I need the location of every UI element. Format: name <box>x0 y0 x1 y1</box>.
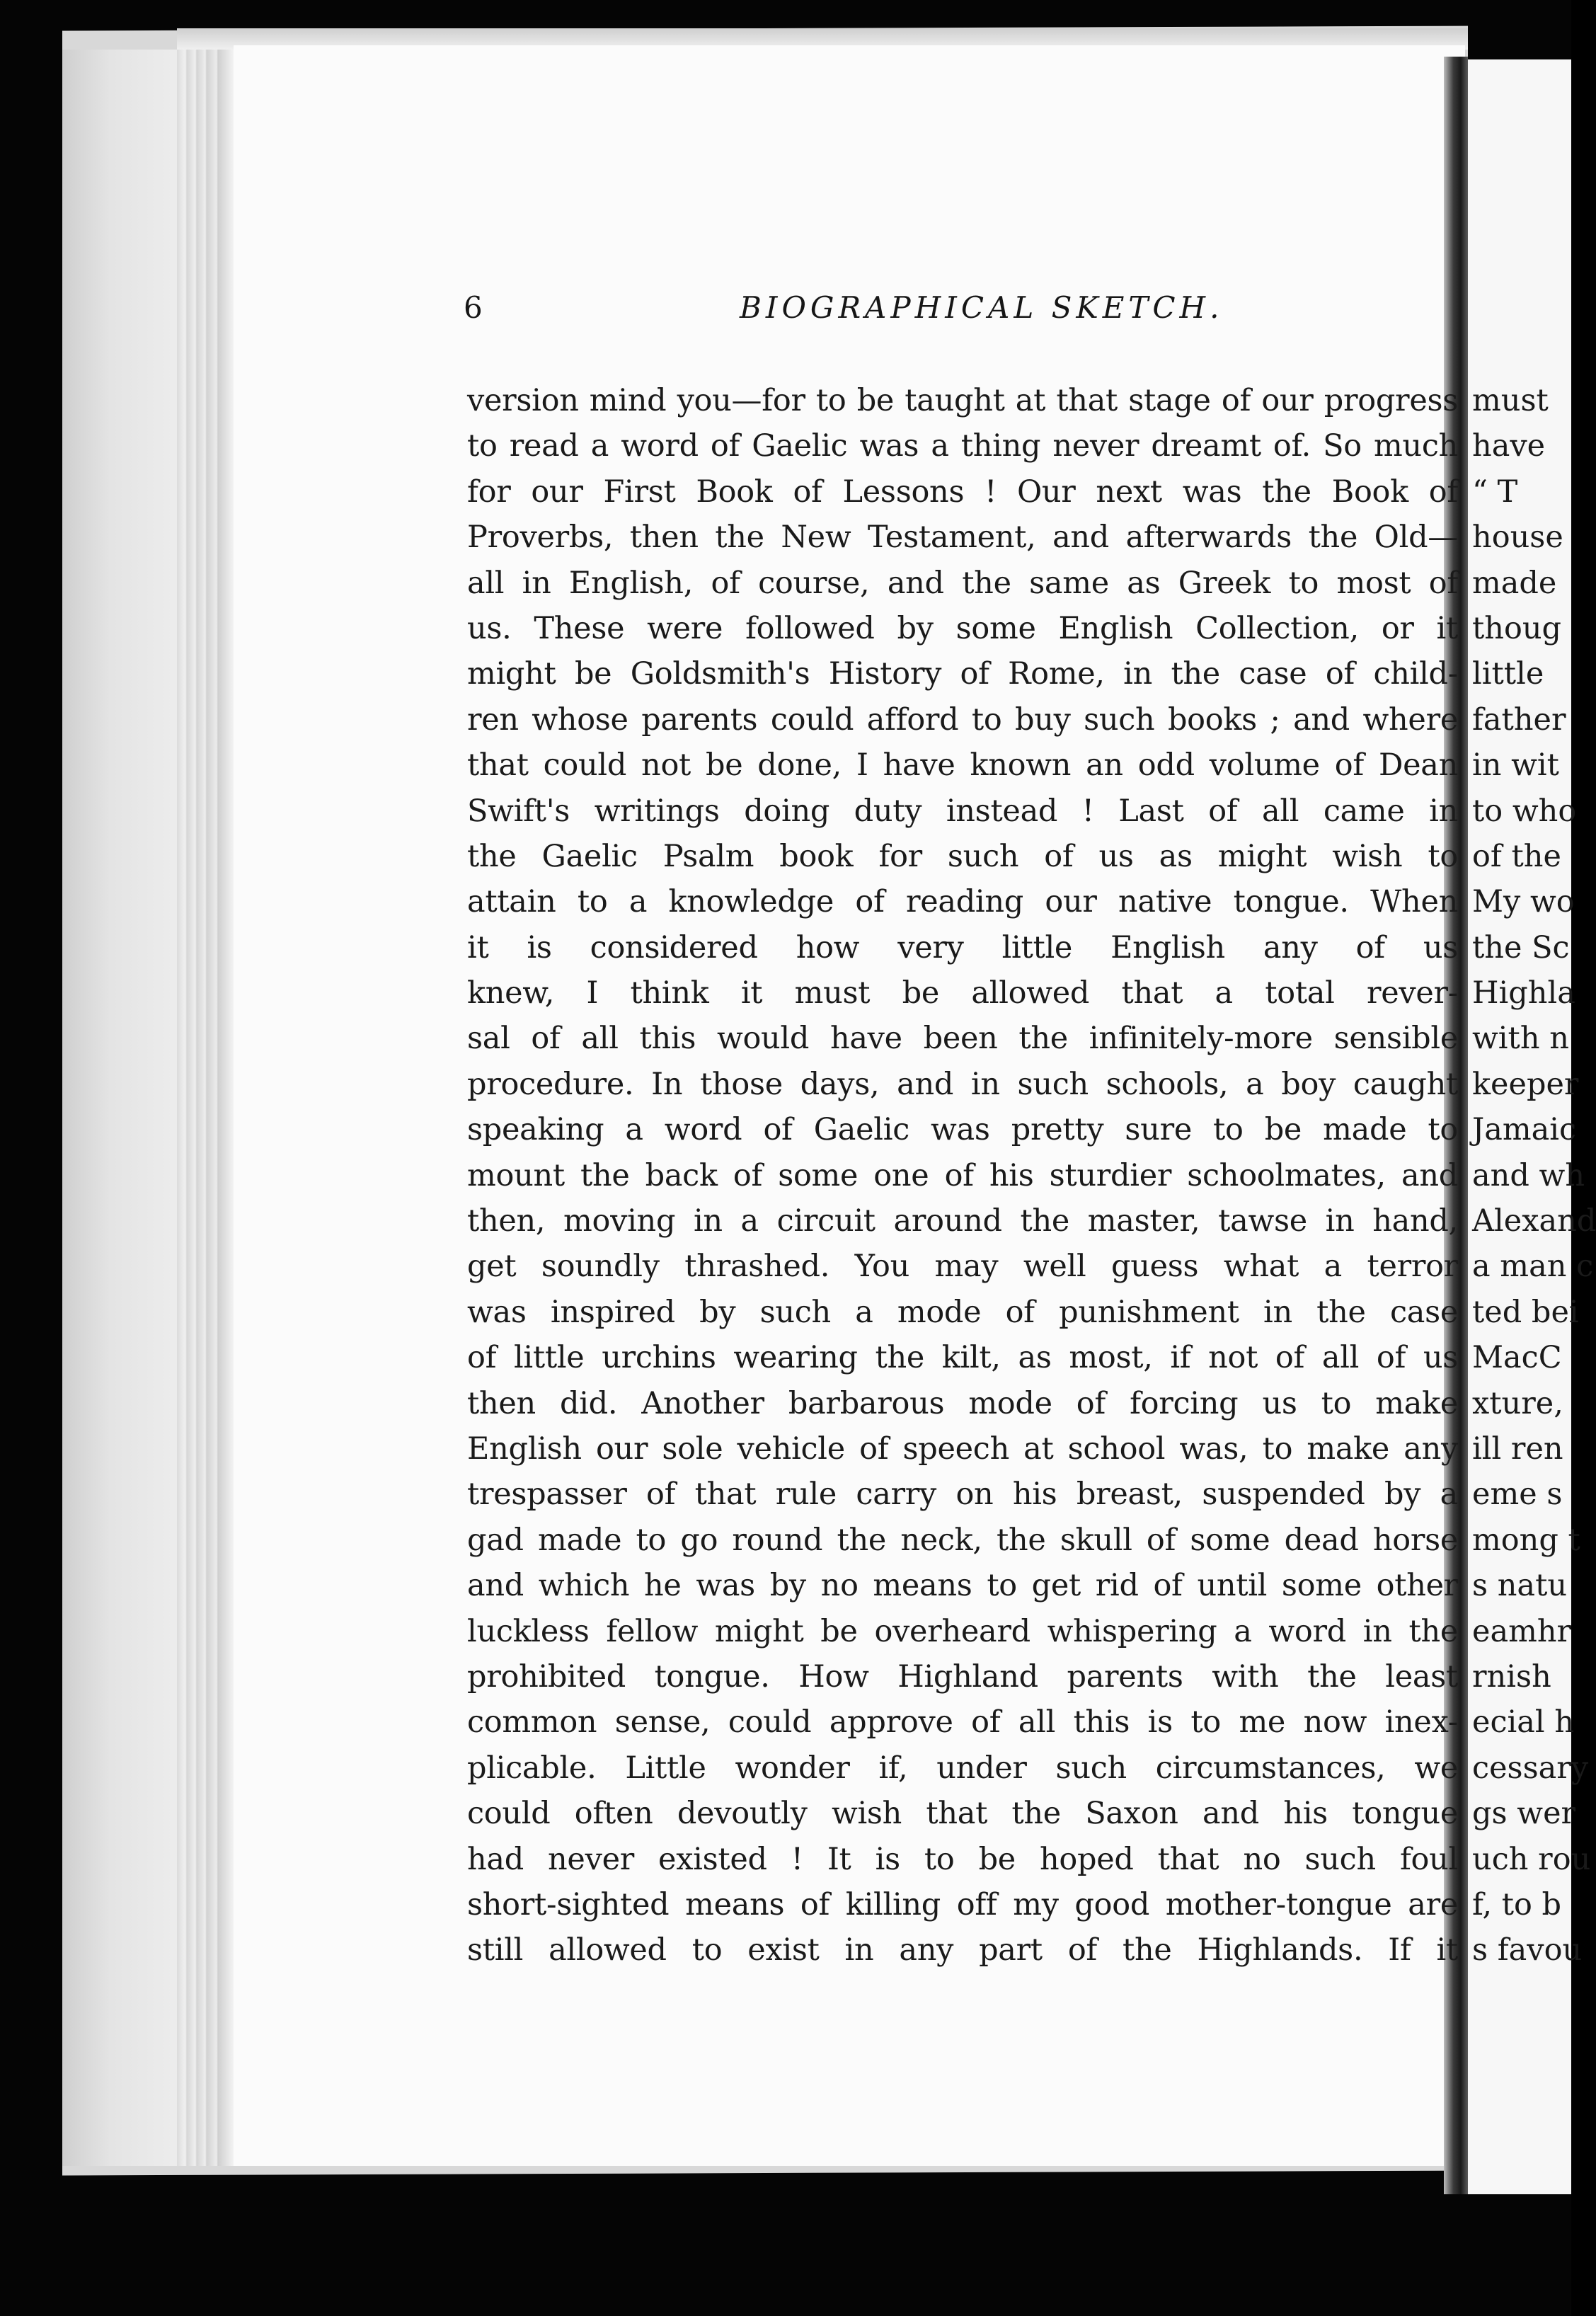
right-page-fragment: made <box>1472 565 1557 601</box>
text-line: had never existed ! It is to be hoped that no such foul <box>467 1841 1458 1877</box>
text-line: gad made to go round the neck, the skull of some dead horse <box>467 1522 1458 1558</box>
page-stack-outer <box>62 50 184 2166</box>
text-line: speaking a word of Gaelic was pretty sure to be made to <box>467 1112 1458 1148</box>
right-page-fragment: rnish <box>1472 1658 1551 1695</box>
right-page-fragment: in wit <box>1472 747 1559 784</box>
right-page-fragment: uch rou <box>1472 1841 1591 1877</box>
right-page-fragment: My wo <box>1472 884 1575 920</box>
text-line: then, moving in a circuit around the master, tawse in hand, <box>467 1203 1458 1239</box>
right-page-fragment: “ T <box>1472 474 1518 510</box>
right-page-fragment: little <box>1472 656 1544 692</box>
text-line: knew, I think it must be allowed that a total rever- <box>467 975 1458 1011</box>
text-line: Proverbs, then the New Testament, and afterwards the Old— <box>467 520 1458 556</box>
right-page-fragment: house <box>1472 520 1563 556</box>
right-page-fragment: ted bei <box>1472 1294 1579 1330</box>
page-number: 6 <box>464 290 483 325</box>
right-page-fragment: keeper <box>1472 1066 1579 1102</box>
right-page-fragment: thoug <box>1472 610 1562 646</box>
text-line: trespasser of that rule carry on his breast, suspended by a <box>467 1477 1458 1513</box>
text-line: might be Goldsmith's History of Rome, in the case of child- <box>467 656 1458 692</box>
right-page-fragment: ecial h <box>1472 1704 1575 1741</box>
right-page-fragment: Highla <box>1472 975 1575 1011</box>
right-page-fragment: xture, <box>1472 1385 1563 1421</box>
text-line: plicable. Little wonder if, under such circumstances, we <box>467 1750 1458 1786</box>
text-line: ren whose parents could afford to buy such books ; and where <box>467 701 1458 738</box>
text-line: and which he was by no means to get rid of until some other <box>467 1568 1458 1604</box>
text-line: common sense, could approve of all this is to me now inex- <box>467 1704 1458 1741</box>
text-line: still allowed to exist in any part of the Highlands. If it <box>467 1932 1458 1968</box>
text-line: us. These were followed by some English Collection, or it <box>467 610 1458 646</box>
text-line: the Gaelic Psalm book for such of us as might wish to <box>467 838 1458 874</box>
text-line: English our sole vehicle of speech at school was, to make any <box>467 1431 1458 1467</box>
text-line: luckless fellow might be overheard whispering a word in the <box>467 1613 1458 1649</box>
text-line: procedure. In those days, and in such schools, a boy caught <box>467 1066 1458 1102</box>
text-line: was inspired by such a mode of punishment in the case <box>467 1294 1458 1330</box>
page-stack-edges <box>177 42 235 2166</box>
text-line: get soundly thrashed. You may well guess what a terror <box>467 1249 1458 1285</box>
text-line: it is considered how very little English any of us <box>467 929 1458 965</box>
text-line: Swift's writings doing duty instead ! Last of all came in <box>467 793 1458 829</box>
right-page-fragment: a man c <box>1472 1249 1594 1285</box>
right-page-fragment: f, to b <box>1472 1886 1562 1922</box>
right-page-fragment: and wh <box>1472 1157 1585 1193</box>
right-page-fragment: with n <box>1472 1021 1569 1057</box>
running-title: BIOGRAPHICAL SKETCH. <box>740 290 1224 325</box>
right-page-fragment: cessary <box>1472 1750 1589 1786</box>
right-page-fragment: eamhr <box>1472 1613 1572 1649</box>
right-page-fragment: must <box>1472 383 1549 418</box>
text-line: version mind you—for to be taught at that stage of our progress <box>467 383 1458 418</box>
scan-corner <box>1468 0 1571 59</box>
right-page-fragment: s natu <box>1472 1568 1568 1604</box>
text-line: then did. Another barbarous mode of forcing us to make <box>467 1385 1458 1421</box>
scan-bottom <box>0 2194 1571 2316</box>
text-line: of little urchins wearing the kilt, as most, if not of all of us <box>467 1340 1458 1376</box>
text-line: that could not be done, I have known an odd volume of Dean <box>467 747 1458 784</box>
right-page-fragment: Jamaic <box>1472 1112 1577 1148</box>
body-text <box>467 378 1458 1985</box>
right-page-fragment: the Sc <box>1472 929 1570 965</box>
running-header <box>464 290 1454 340</box>
text-line: sal of all this would have been the infinitely-more sensible <box>467 1021 1458 1057</box>
right-page-fragment: MacC <box>1472 1340 1562 1376</box>
text-line: could often devoutly wish that the Saxon and his tongue <box>467 1796 1458 1832</box>
text-line: all in English, of course, and the same as Greek to most of <box>467 565 1458 601</box>
text-line: mount the back of some one of his sturdier schoolmates, and <box>467 1157 1458 1193</box>
right-page-text-fragments <box>1472 378 1596 1985</box>
right-page-fragment: have <box>1472 428 1546 464</box>
text-line: attain to a knowledge of reading our native tongue. When <box>467 884 1458 920</box>
text-line: prohibited tongue. How Highland parents with the least <box>467 1658 1458 1695</box>
right-page-fragment: of the <box>1472 838 1561 874</box>
text-line: to read a word of Gaelic was a thing never dreamt of. So much <box>467 428 1458 464</box>
right-page-fragment: s favou <box>1472 1932 1583 1968</box>
right-page-fragment: to who <box>1472 793 1577 829</box>
text-line: for our First Book of Lessons ! Our next was the Book of <box>467 474 1458 510</box>
right-page-fragment: ill ren <box>1472 1431 1563 1467</box>
text-line: short-sighted means of killing off my good mother-tongue are <box>467 1886 1458 1922</box>
right-page-fragment: gs wer <box>1472 1796 1576 1832</box>
right-page-fragment: eme s <box>1472 1477 1563 1513</box>
right-page-fragment: Alexand <box>1472 1203 1596 1239</box>
right-page-fragment: mong t <box>1472 1522 1580 1558</box>
right-page-fragment: father <box>1472 701 1566 738</box>
